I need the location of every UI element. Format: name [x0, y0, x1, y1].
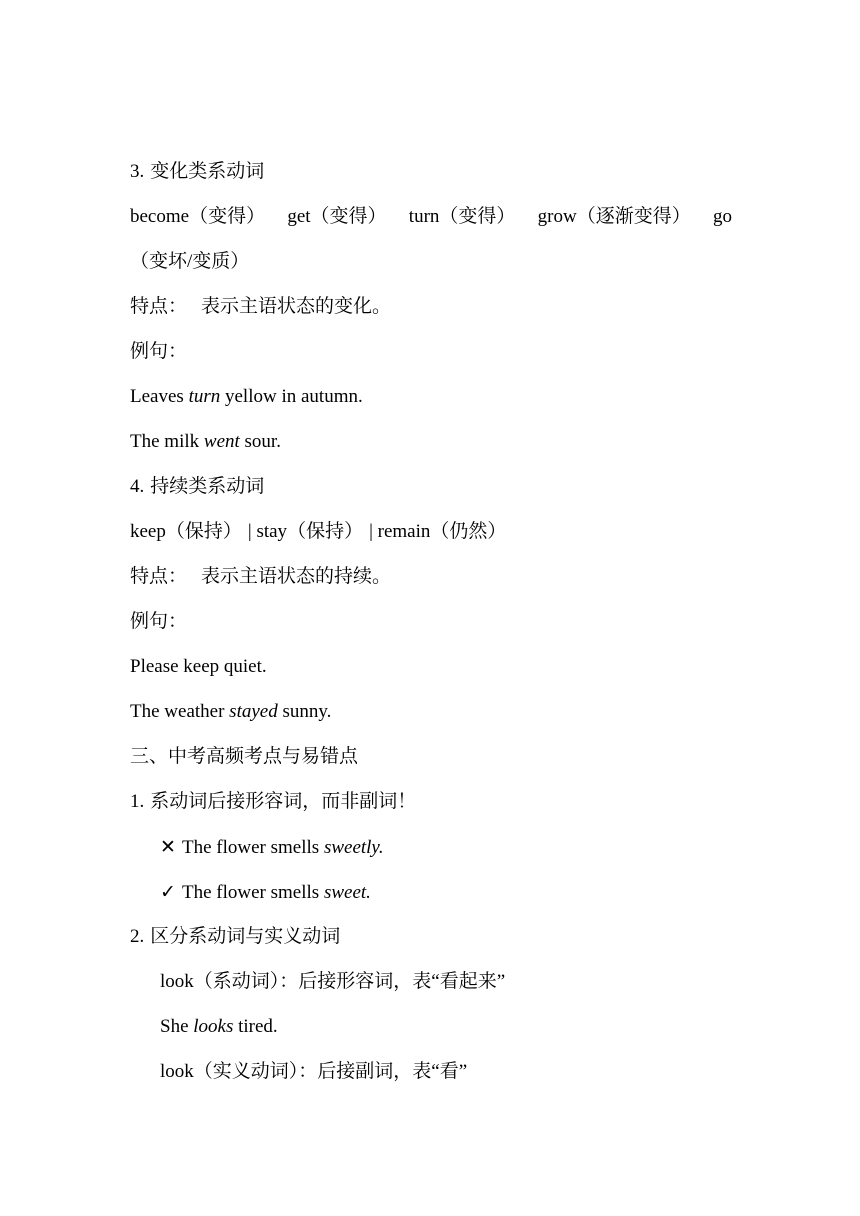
verb-go-meaning: （变坏/变质） [130, 251, 250, 272]
point-2-look-linking: look（系动词）：后接形容词，表“看起来” [160, 971, 506, 992]
section-4-verb-list: keep（保持） | stay（保持） | remain（仍然） [130, 521, 507, 542]
section-3-example-1: Leaves turn yellow in autumn. [130, 386, 363, 407]
point-1-heading: 1. 系动词后接形容词，而非副词！ [130, 791, 417, 812]
section-4-feature: 特点： 表示主语状态的持续。 [130, 566, 392, 587]
cross-icon: ✕ [160, 836, 176, 858]
section-3-example-2: The milk went sour. [130, 431, 281, 452]
section-4-example-2: The weather stayed sunny. [130, 701, 332, 722]
verb-become: become（变得） [130, 206, 266, 227]
point-1-right-example: ✓ The flower smells sweet. [160, 881, 371, 903]
part-3-heading: 三、中考高频考点与易错点 [130, 746, 359, 767]
point-1-wrong-example: ✕ The flower smells sweetly. [160, 836, 384, 858]
section-4-heading: 4. 持续类系动词 [130, 476, 265, 497]
section-4-example-label: 例句： [130, 611, 188, 632]
section-3-feature: 特点： 表示主语状态的变化。 [130, 296, 392, 317]
point-2-look-action: look（实义动词）：后接副词，表“看” [160, 1061, 468, 1082]
point-2-heading: 2. 区分系动词与实义动词 [130, 926, 341, 947]
section-4-example-1: Please keep quiet. [130, 656, 267, 677]
check-icon: ✓ [160, 881, 176, 903]
section-3-heading: 3. 变化类系动词 [130, 161, 265, 182]
section-3-example-label: 例句： [130, 341, 188, 362]
verb-go: go [712, 206, 732, 227]
section-3-verb-list [130, 205, 732, 229]
point-2-example: She looks tired. [160, 1016, 278, 1037]
verb-get: get（变得） [287, 206, 387, 227]
verb-grow: grow（逐渐变得） [537, 206, 691, 227]
verb-turn: turn（变得） [408, 206, 516, 227]
